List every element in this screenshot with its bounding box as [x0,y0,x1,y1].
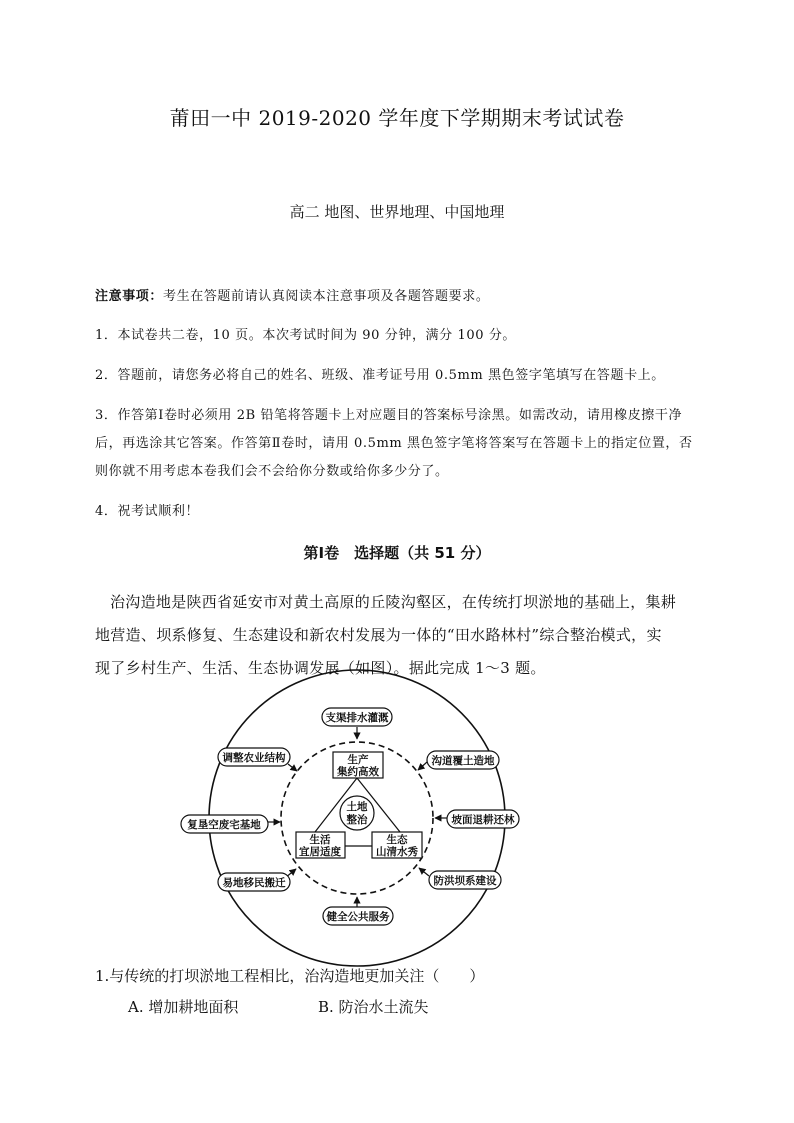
passage-line-3: 现了乡村生产、生活、生态协调发展（如图）。据此完成 1～3 题。 [95,659,546,677]
life-label-2: 宜居适度 [299,846,341,858]
note-item-2: 2．答题前，请您务必将自己的姓名、班级、准考证号用 0.5mm 黑色签字笔填写在答题卡上。 [95,368,665,383]
question-1-stem: 1.与传统的打坝淤地工程相比，治沟造地更加关注（ ） [95,967,485,985]
life-label-1: 生活 [309,834,331,846]
measure-top-right-label: 沟道覆土造地 [431,755,495,767]
exam-title: 莆田一中 2019-2020 学年度下学期期末考试试卷 [169,106,625,130]
arrow-top-left [288,764,297,771]
passage-line-1: 治沟造地是陕西省延安市对黄土高原的丘陵沟壑区，在传统打坝淤地的基础上，集耕 [110,593,677,611]
arrow-bottom-right [419,868,429,876]
measure-bottom-right-label: 防洪坝系建设 [433,875,497,887]
exam-subtitle: 高二 地图、世界地理、中国地理 [289,203,505,221]
note-item-3-line-3: 则你就不用考虑本卷我们会不会给你分数或给你多少分了。 [95,464,449,479]
question-1-option-b: B. 防治水土流失 [318,998,429,1016]
ecology-label-1: 生态 [386,834,408,846]
measure-left-label: 复垦空废宅基地 [187,819,261,831]
production-label-2: 集约高效 [337,766,379,778]
note-item-1: 1．本试卷共二卷，10 页。本次考试时间为 90 分钟，满分 100 分。 [95,328,517,343]
note-item-4: 4．祝考试顺利！ [95,504,200,519]
ecology-label-2: 山清水秀 [376,846,418,858]
center-label-1: 土地 [346,801,368,813]
measure-bottom-label: 健全公共服务 [326,911,390,923]
passage-line-2: 地营造、坝系修复、生态建设和新农村发展为一体的“田水路林村”综合整治模式，实 [95,626,662,644]
measure-top-label: 支渠排水灌溉 [325,712,389,724]
section-heading: 第Ⅰ卷 选择题（共 51 分） [303,544,491,562]
measure-bottom-left-label: 易地移民搬迁 [222,877,286,889]
notes-heading: 注意事项： [95,289,164,304]
measure-top-left-label: 调整农业结构 [222,752,286,764]
arrow-top-right [418,762,427,770]
notes-intro: 考生在答题前请认真阅读本注意事项及各题答题要求。 [163,289,490,304]
center-label-2: 整治 [346,814,368,826]
production-label-1: 生产 [347,754,369,766]
question-1-option-a: A. 增加耕地面积 [128,998,239,1016]
measure-right-label: 坡面退耕还林 [451,814,515,826]
note-item-3-line-2: 后，再选涂其它答案。作答第Ⅱ卷时，请用 0.5mm 黑色签字笔将答案写在答题卡上的指定位置，否 [95,436,693,451]
note-item-3-line-1: 3．作答第Ⅰ卷时必须用 2B 铅笔将答题卡上对应题目的答案标号涂黑。如需改动，请用橡皮擦干净 [95,408,683,423]
